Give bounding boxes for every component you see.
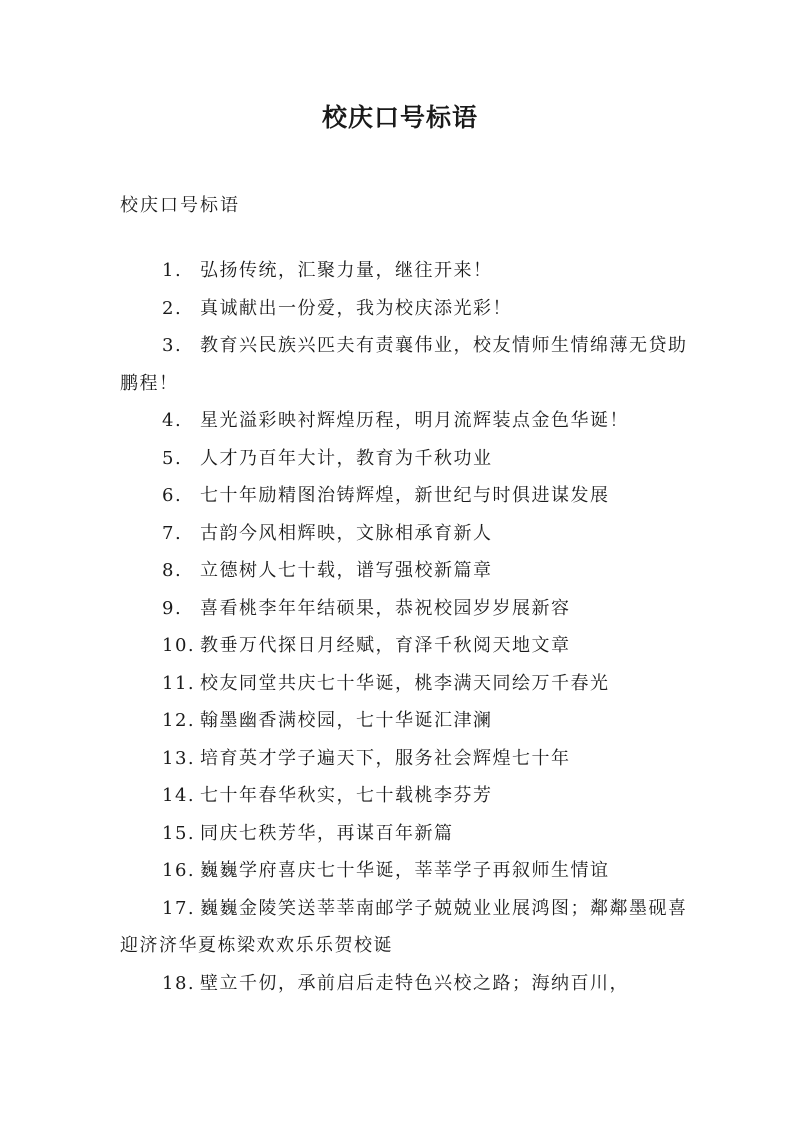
slogan-text: 七十年春华秋实，七十载桃李芬芳 (200, 785, 493, 806)
slogan-item (120, 402, 690, 440)
slogan-number: 18. (162, 972, 196, 994)
slogan-number: 9. (162, 597, 183, 619)
slogan-number: 6. (162, 485, 183, 506)
slogan-number: 2. (162, 297, 183, 319)
slogan-item (120, 252, 690, 290)
slogan-item (120, 665, 690, 703)
slogan-text: 教垂万代探日月经赋，育泽千秋阅天地文章 (200, 635, 571, 656)
slogan-number: 15. (162, 822, 196, 844)
slogan-item (120, 327, 690, 402)
slogan-item (120, 590, 690, 628)
document-subtitle: 校庆口号标语 (120, 195, 240, 216)
slogan-text: 培育英才学子遍天下，服务社会辉煌七十年 (200, 747, 571, 769)
slogan-number: 1. (162, 260, 183, 281)
slogan-number: 8. (162, 560, 183, 581)
slogan-item (120, 852, 690, 890)
slogan-item (120, 515, 690, 553)
slogan-text: 七十年励精图治铸辉煌，新世纪与时俱进谋发展 (200, 485, 610, 506)
slogan-number: 7. (162, 522, 183, 544)
slogan-number: 17. (162, 897, 196, 919)
slogan-item (120, 290, 690, 328)
slogan-text: 校友同堂共庆七十华诞，桃李满天同绘万千春光 (200, 672, 610, 694)
slogan-text: 教育兴民族兴匹夫有责襄伟业，校友情师生情绵薄无贷助鹏程！ (120, 335, 688, 394)
slogan-item (120, 965, 690, 1003)
slogan-text: 立德树人七十载，谱写强校新篇章 (200, 560, 493, 581)
slogan-item (120, 740, 690, 778)
slogan-number: 3. (162, 335, 183, 356)
slogan-item (120, 440, 690, 478)
slogan-item (120, 815, 690, 853)
slogan-text: 翰墨幽香满校园，七十华诞汇津澜 (200, 710, 493, 731)
slogan-item (120, 627, 690, 665)
slogan-number: 16. (162, 860, 196, 881)
slogan-text: 巍巍学府喜庆七十华诞，莘莘学子再叙师生情谊 (200, 860, 610, 881)
slogan-list (120, 252, 690, 1002)
slogan-text: 巍巍金陵笑送莘莘南邮学子兢兢业业展鸿图；鄰鄰墨砚喜迎济济华夏栋梁欢欢乐乐贺校诞 (120, 897, 688, 956)
slogan-number: 10. (162, 635, 196, 656)
slogan-number: 11. (162, 672, 196, 694)
slogan-text: 真诚献出一份爱，我为校庆添光彩！ (200, 297, 512, 319)
document-title: 校庆口号标语 (321, 103, 478, 132)
slogan-text: 同庆七秩芳华，再谋百年新篇 (200, 822, 454, 844)
slogan-item (120, 777, 690, 815)
slogan-item (120, 552, 690, 590)
slogan-number: 4. (162, 410, 183, 431)
slogan-item (120, 477, 690, 515)
slogan-item (120, 702, 690, 740)
slogan-text: 星光溢彩映衬辉煌历程，明月流辉装点金色华诞！ (200, 410, 629, 431)
slogan-number: 12. (162, 710, 196, 731)
slogan-number: 13. (162, 747, 196, 769)
slogan-text: 壁立千仞，承前启后走特色兴校之路；海纳百川， (200, 972, 629, 994)
slogan-text: 古韵今风相辉映，文脉相承育新人 (200, 522, 493, 544)
slogan-text: 人才乃百年大计，教育为千秋功业 (200, 447, 493, 469)
slogan-text: 喜看桃李年年结硕果，恭祝校园岁岁展新容 (200, 597, 571, 619)
slogan-number: 5. (162, 447, 183, 469)
slogan-item (120, 890, 690, 965)
slogan-number: 14. (162, 785, 196, 806)
slogan-text: 弘扬传统，汇聚力量，继往开来！ (200, 260, 493, 281)
